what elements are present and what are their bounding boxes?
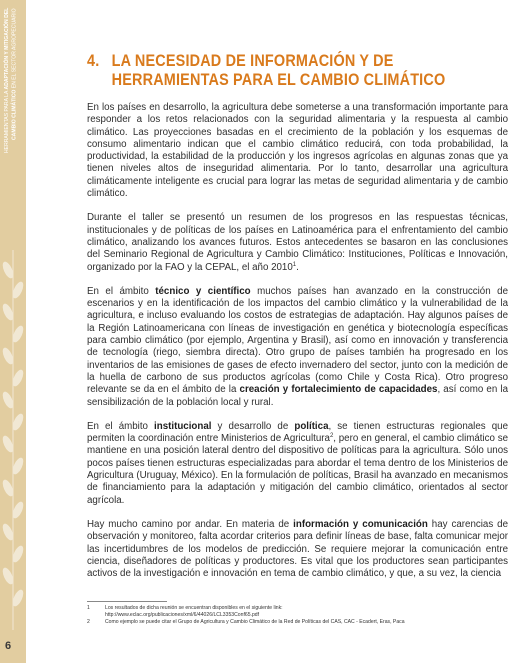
paragraph-2-text: Durante el taller se presentó un resumen de los progresos en las respuestas técnicas, institucionales y de políticas de los países en Latinoamérica para el enfrentamiento del cambio climático, analizando los avances futuros. Estos antecedentes se basaron en las conclusiones del Seminario Regional de Agricultura y Cambio Climático: Instituciones, Políticas e Innovación, organizado por la FAO y la CEPAL, el año 2010	[87, 212, 508, 273]
paragraph-3-text-e: , así como en la sensibilización de la población local y rural.	[87, 384, 508, 408]
footnote-2-text: Como ejemplo se puede citar el Grupo de Agricultura y Cambio Climático de la Red de Políticas del CAS, CAC - Ecadert, Eras, Paca	[105, 619, 405, 626]
paragraph-2-end: .	[296, 261, 299, 273]
footnote-ref-1: 1	[292, 261, 297, 268]
running-header-line2-bold: CAMBIO CLIMÁTICO	[11, 89, 18, 140]
footnote-2	[87, 619, 508, 626]
paragraph-4-text-f: , pero en general, el cambio climático se mantiene en una posición lateral dentro del dispositivo de políticas para la agricultura. Sólo unos pocos países tienen estructuras especializadas para abordar el tema dentro de los Ministerios de Agricultura (Uruguay, México). En la formulación de políticas, Brasil ha avanzado en mecanismos de financiamiento para la adaptación y mitigación del cambio climático, orientados al sector agrícola.	[87, 433, 508, 506]
paragraph-5-text-a: Hay mucho camino por andar. En materia de	[87, 518, 294, 530]
paragraph-5	[87, 519, 508, 580]
paragraph-3-text-c: muchos países han avanzado en la construcción de escenarios y en la identificación de los impactos del cambio climático y la vulnerabilidad de la agricultura, e incluso evaluando los costos de estrategias de adaptación. Hay algunos países de la Región Latinoamericana con líneas de investigación en genética y biotecnología específicas para cambio climático (por ejemplo, Argentina y Brasil), así como en innovación y transferencia de tecnología (riego, siembra directa). Otro grupo de países también ha progresado en los inventarios de las emisiones de gases de efecto invernadero del sector, junto con la medición de la huella de carbono de sus productos agrícolas (como Chile y Costa Rica). Otro progreso relevante se da en el ámbito de la	[87, 285, 508, 396]
paragraph-3-bold-a: técnico y científico	[155, 285, 251, 297]
paragraph-3	[87, 286, 508, 409]
paragraph-3-text-a: En el ámbito	[87, 285, 156, 297]
footnotes	[87, 605, 508, 626]
paragraph-3-bold-d: creación y fortalecimiento de capacidades	[239, 384, 438, 396]
paragraph-1	[87, 102, 508, 200]
footnote-divider	[87, 601, 167, 602]
paragraph-4-text-c: y desarrollo de	[211, 420, 295, 432]
footnote-1-number: 1	[87, 605, 90, 611]
wheat-decoration-icon	[2, 250, 24, 630]
footnote-1	[87, 605, 508, 619]
paragraph-4	[87, 421, 508, 507]
page-number: 6	[5, 640, 12, 652]
paragraph-4-bold-b: institucional	[154, 420, 212, 432]
paragraph-5-bold-b: información y comunicación	[293, 518, 428, 530]
footnote-1-link[interactable]: http://www.eclac.org/publicaciones/xml/6/44026/LCL3353Conf65.pdf	[105, 612, 260, 619]
paragraph-1-text: En los países en desarrollo, la agricultura debe someterse a una transformación importante para responder a los retos relacionados con la seguridad alimentaria y la respuesta al cambio climático. Las proyecciones basadas en el crecimiento de la población y los esquemas de consumo alimentario indican que el cambio climático reducirá, con toda probabilidad, la productividad, la estabilidad de la producción y los ingresos agrícolas en algunas zonas que ya tienen niveles altos de inseguridad alimentaria. Por lo tanto, desarrollar una agricultura climáticamente inteligente es crucial para lograr las metas de seguridad alimentaria y de cambio climático.	[87, 102, 508, 200]
paragraph-5-text-c: hay carencias de observación y monitoreo, falta acordar criterios para definir líneas de base, falta comunicar mejor las incertidumbres de los modelos de predicción. Se requiere mejorar la comunicación entre ciencia, diseñadores de políticas y productores. Es vital que los productores sean participantes activos de la investigación e innovación en tema de cambio climático, y que, a su vez, la ciencia	[87, 518, 508, 580]
section-heading	[87, 52, 457, 89]
running-header-line1-bold: ADAPTACIÓN Y MITIGACIÓN DEL	[4, 8, 10, 90]
paragraph-4-text-a: En el ámbito	[87, 420, 155, 432]
paragraph-4-text-e: , se tienen estructuras regionales que permiten la coordinación entre Ministerios de Agricultura	[87, 420, 508, 445]
paragraph-2	[87, 212, 508, 273]
footnote-2-number: 2	[87, 619, 90, 626]
section-title-line1: LA NECESIDAD DE INFORMACIÓN Y DE	[111, 52, 394, 70]
running-header-line2-normal: EN EL SECTOR AGROPECUARIO	[11, 8, 18, 90]
paragraph-4-bold-d: política	[294, 420, 329, 432]
section-number: 4.	[87, 52, 100, 70]
sidebar-band	[0, 0, 26, 663]
body-text	[87, 102, 508, 592]
running-header-line1-normal: HERRAMIENTAS PARA LA	[4, 89, 10, 154]
section-title-line2: HERRAMIENTAS PARA EL CAMBIO CLIMÁTICO	[111, 70, 446, 89]
footnote-1-text: Los resultados de dicha reunión se encuentran disponibles en el siguiente link:	[105, 605, 283, 611]
footnote-ref-2: 2	[329, 432, 334, 439]
running-header	[4, 8, 24, 168]
